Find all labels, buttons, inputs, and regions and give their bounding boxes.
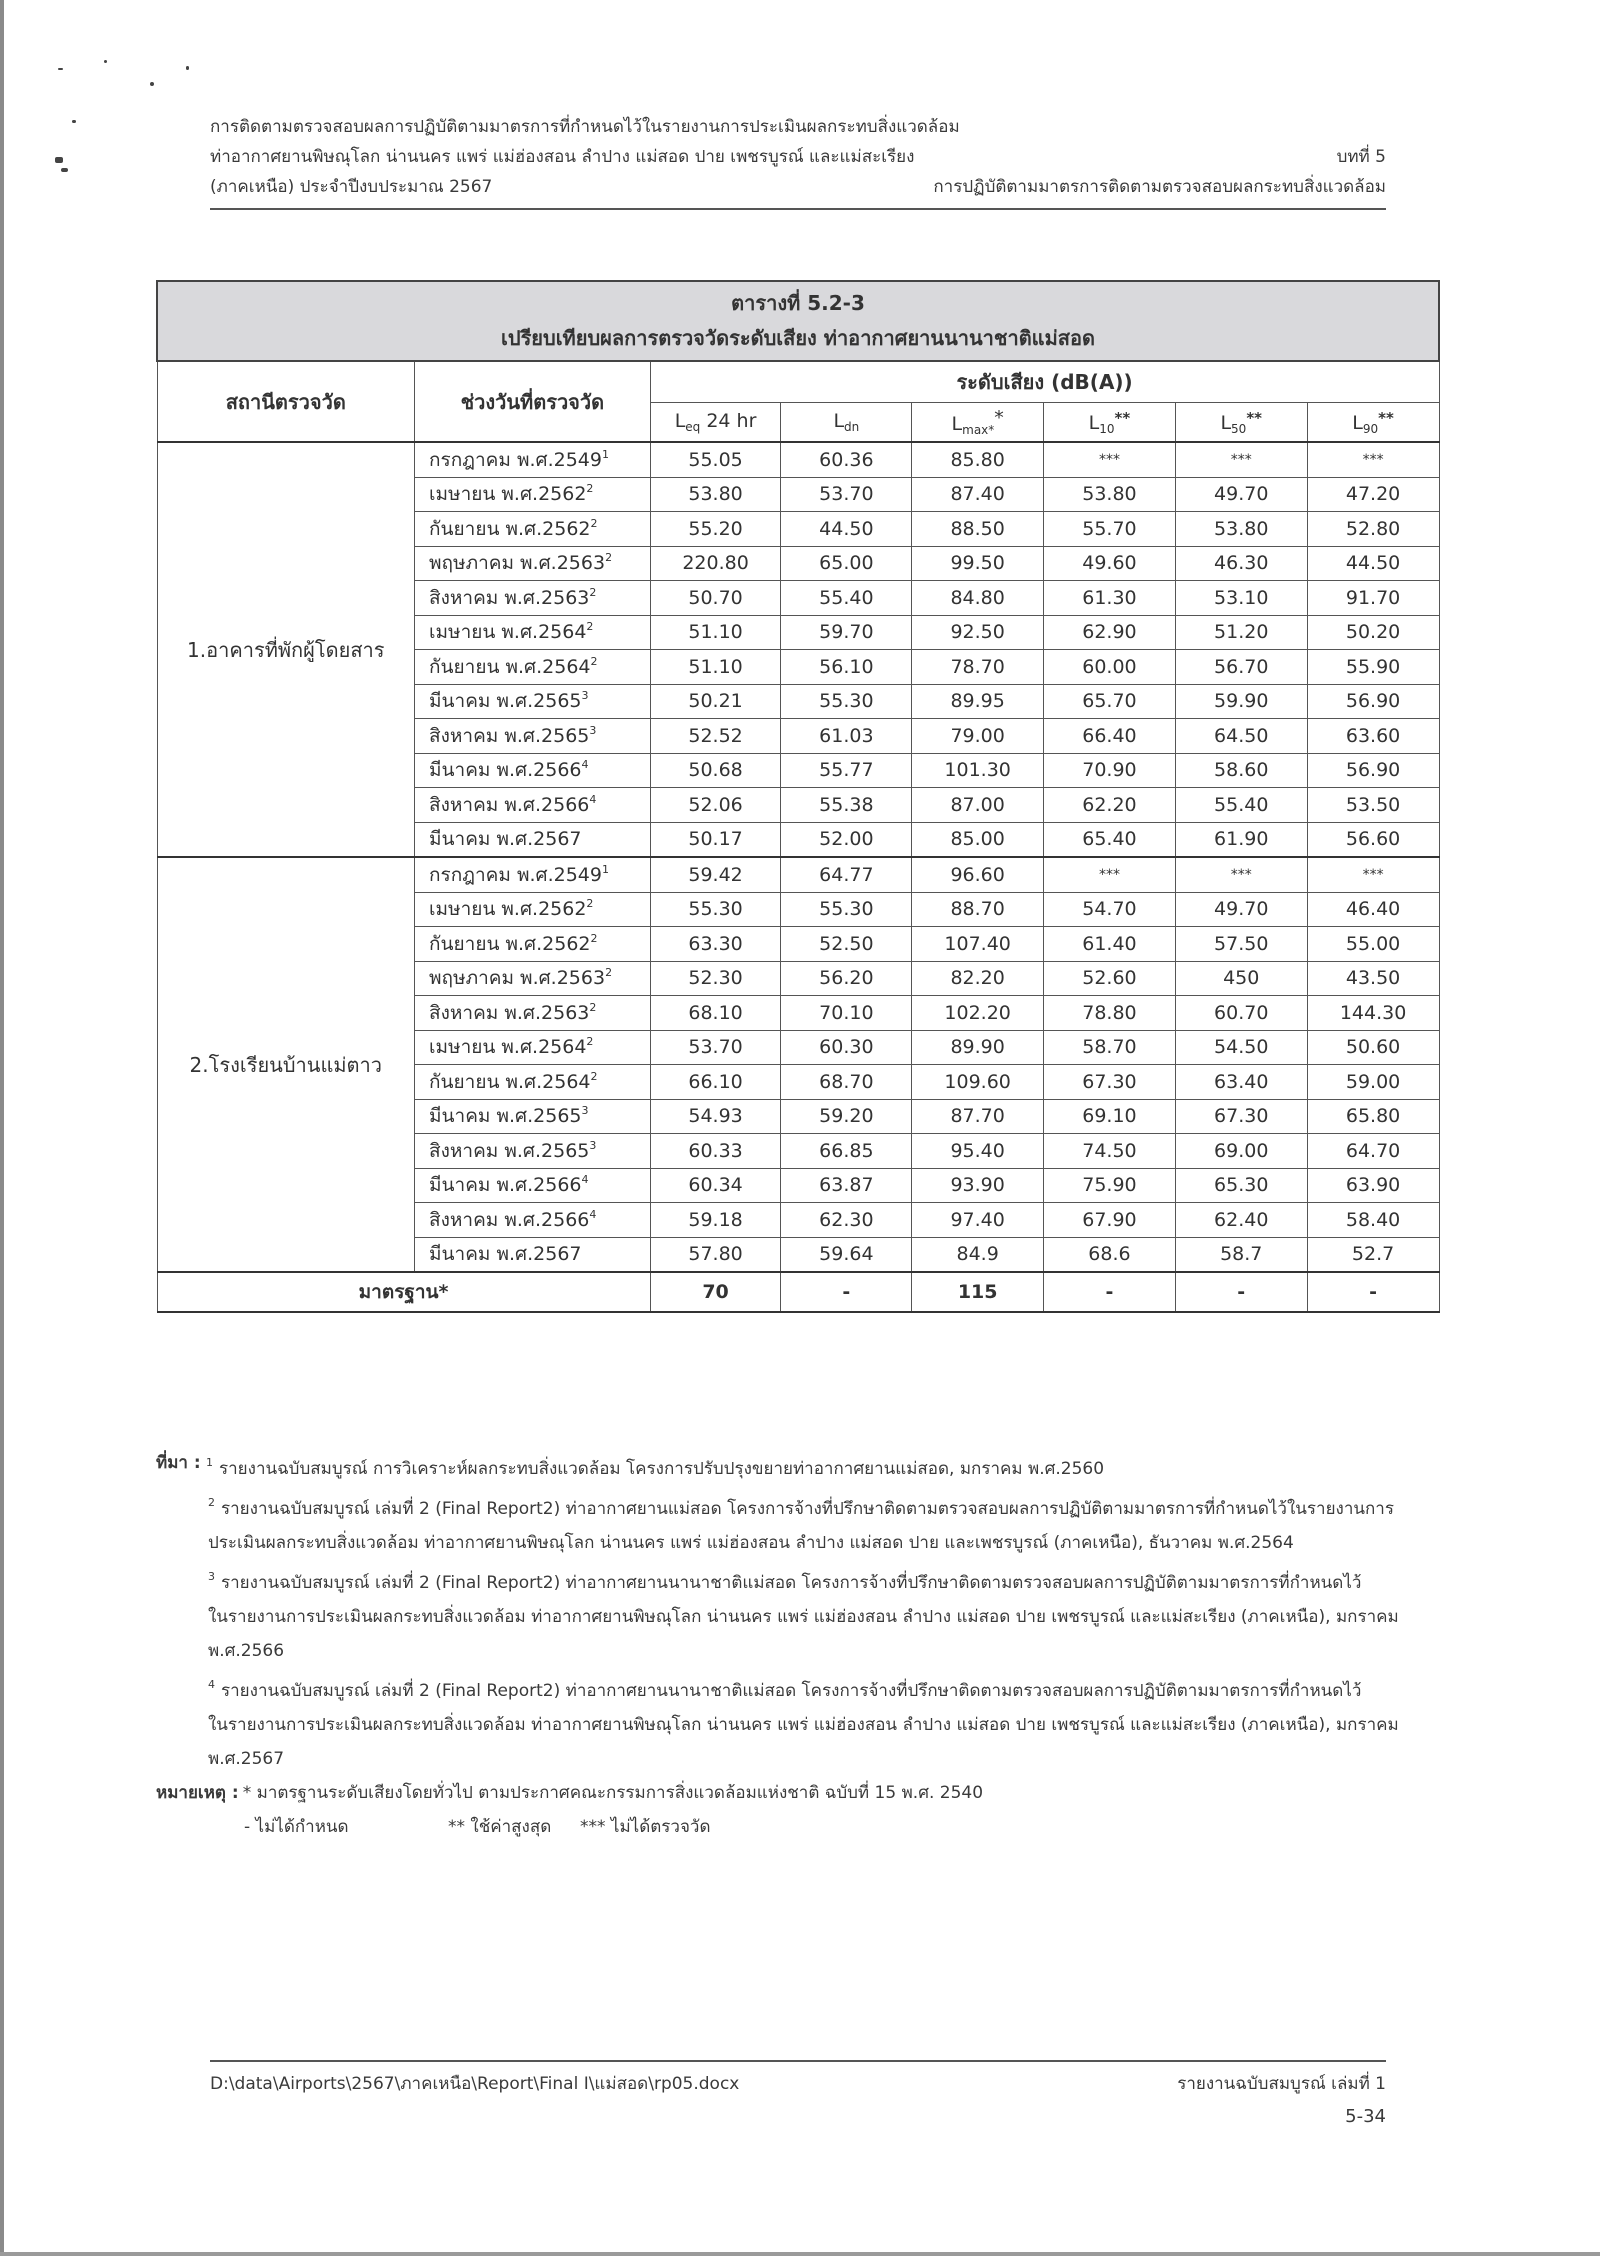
noise-value: 68.10 bbox=[650, 996, 781, 1031]
noise-value: 64.50 bbox=[1175, 719, 1307, 754]
noise-value: 78.80 bbox=[1044, 996, 1176, 1031]
noise-value: 84.80 bbox=[912, 581, 1044, 616]
noise-value: 55.40 bbox=[781, 581, 912, 616]
noise-value: 87.40 bbox=[912, 477, 1044, 512]
standard-value: 115 bbox=[912, 1272, 1044, 1312]
noise-value: 65.30 bbox=[1175, 1168, 1307, 1203]
measurement-period: สิงหาคม พ.ศ.2565$^3$ bbox=[415, 719, 651, 754]
noise-value: 55.20 bbox=[650, 512, 781, 547]
noise-value: 69.10 bbox=[1044, 1099, 1176, 1134]
noise-value: 58.70 bbox=[1044, 1030, 1176, 1065]
noise-value: 57.50 bbox=[1175, 927, 1307, 962]
measurement-period: มีนาคม พ.ศ.2565$^3$ bbox=[415, 684, 651, 719]
noise-value: 95.40 bbox=[912, 1134, 1044, 1169]
noise-value: 55.40 bbox=[1175, 788, 1307, 823]
source-line: พ.ศ.2566 bbox=[208, 1641, 285, 1661]
measurement-period: กันยายน พ.ศ.2562$^2$ bbox=[415, 927, 651, 962]
scan-speck bbox=[72, 120, 76, 123]
source-label: ที่มา : bbox=[156, 1453, 201, 1473]
noise-value: 51.10 bbox=[650, 615, 781, 650]
standard-value: - bbox=[1044, 1272, 1176, 1312]
noise-value: 75.90 bbox=[1044, 1168, 1176, 1203]
table-body bbox=[157, 442, 1439, 1272]
noise-value: 55.00 bbox=[1307, 927, 1439, 962]
noise-value: 91.70 bbox=[1307, 581, 1439, 616]
noise-value: 46.30 bbox=[1175, 546, 1307, 581]
noise-value: 55.38 bbox=[781, 788, 912, 823]
scan-edge-bottom bbox=[0, 2252, 1600, 2256]
noise-value: 52.06 bbox=[650, 788, 781, 823]
noise-value: 67.30 bbox=[1044, 1065, 1176, 1100]
noise-value: 58.7 bbox=[1175, 1237, 1307, 1272]
noise-value: 59.18 bbox=[650, 1203, 781, 1238]
noise-value: 54.50 bbox=[1175, 1030, 1307, 1065]
noise-value: 220.80 bbox=[650, 546, 781, 581]
noise-value: 53.10 bbox=[1175, 581, 1307, 616]
noise-value: 78.70 bbox=[912, 650, 1044, 685]
legend-max-value: ** ใช้ค่าสูงสุด bbox=[448, 1817, 552, 1837]
noise-value: 74.50 bbox=[1044, 1134, 1176, 1169]
noise-value: 56.90 bbox=[1307, 684, 1439, 719]
header-section: การปฏิบัติตามมาตรการติดตามตรวจสอบผลกระทบสิ่งแวดล้อม bbox=[933, 177, 1386, 197]
source-line: $^2$ รายงานฉบับสมบูรณ์ เล่มที่ 2 (Final Report2) ท่าอากาศยานแม่สอด โครงการจ้างที่ปรึกษาติดตามตรวจสอบผลการปฏิบัติตามมาตรการที่กำหนดไว้ในรายงานการ bbox=[208, 1496, 1394, 1519]
noise-value: 47.20 bbox=[1307, 477, 1439, 512]
standard-value: - bbox=[1307, 1272, 1439, 1312]
table-caption bbox=[157, 281, 1439, 361]
source-line: ในรายงานการประเมินผลกระทบสิ่งแวดล้อม ท่าอากาศยานพิษณุโลก น่านนคร แพร่ แม่ฮ่องสอน ลำปาง แม่สอด ปาย เพชรบูรณ์ และแม่สะเรียง (ภาคเหนือ), มกราคม bbox=[208, 1715, 1399, 1735]
measurement-period: กรกฎาคม พ.ศ.2549$^1$ bbox=[415, 442, 651, 477]
noise-value: 144.30 bbox=[1307, 996, 1439, 1031]
noise-value: 55.30 bbox=[650, 892, 781, 927]
noise-value: *** bbox=[1044, 857, 1176, 892]
measurement-period: สิงหาคม พ.ศ.2566$^4$ bbox=[415, 788, 651, 823]
noise-value: 54.93 bbox=[650, 1099, 781, 1134]
noise-value: 54.70 bbox=[1044, 892, 1176, 927]
header-title-line3: (ภาคเหนือ) ประจำปีงบประมาณ 2567 bbox=[210, 177, 493, 197]
noise-value: 65.80 bbox=[1307, 1099, 1439, 1134]
table-row bbox=[157, 857, 1439, 892]
noise-value: 65.70 bbox=[1044, 684, 1176, 719]
noise-value: 60.33 bbox=[650, 1134, 781, 1169]
noise-value: 99.50 bbox=[912, 546, 1044, 581]
legend-not-measured: *** ไม่ได้ตรวจวัด bbox=[580, 1817, 711, 1837]
noise-value: 55.30 bbox=[781, 892, 912, 927]
noise-value: 50.68 bbox=[650, 753, 781, 788]
header-title-line2: ท่าอากาศยานพิษณุโลก น่านนคร แพร่ แม่ฮ่องสอน ลำปาง แม่สอด ปาย เพชรบูรณ์ และแม่สะเรียง bbox=[210, 147, 915, 167]
noise-value: 97.40 bbox=[912, 1203, 1044, 1238]
noise-value: 60.70 bbox=[1175, 996, 1307, 1031]
column-header-metric: $L_{eq}$ 24 hr bbox=[650, 403, 781, 443]
noise-value: 96.60 bbox=[912, 857, 1044, 892]
noise-value: 50.60 bbox=[1307, 1030, 1439, 1065]
noise-value: 49.60 bbox=[1044, 546, 1176, 581]
source-line: $^3$ รายงานฉบับสมบูรณ์ เล่มที่ 2 (Final Report2) ท่าอากาศยานนานาชาติแม่สอด โครงการจ้างที่ปรึกษาติดตามตรวจสอบผลการปฏิบัติตามมาตรการที่กำหนดไว้ bbox=[208, 1570, 1362, 1593]
noise-value: 85.80 bbox=[912, 442, 1044, 477]
noise-value: 46.40 bbox=[1307, 892, 1439, 927]
measurement-period: เมษายน พ.ศ.2564$^2$ bbox=[415, 615, 651, 650]
column-header-noise-level: ระดับเสียง (dB(A)) bbox=[650, 361, 1439, 403]
standard-row bbox=[157, 1272, 1439, 1312]
noise-value: 61.03 bbox=[781, 719, 912, 754]
noise-value: 56.20 bbox=[781, 961, 912, 996]
column-header-metric: $L_{10}^{**}$ bbox=[1044, 403, 1176, 443]
noise-value: 87.70 bbox=[912, 1099, 1044, 1134]
page-number: 5-34 bbox=[1345, 2106, 1386, 2127]
scan-speck bbox=[58, 68, 63, 70]
header-chapter: บทที่ 5 bbox=[1336, 147, 1386, 167]
noise-value: 70.90 bbox=[1044, 753, 1176, 788]
noise-value: 56.60 bbox=[1307, 822, 1439, 857]
noise-value: 102.20 bbox=[912, 996, 1044, 1031]
header-divider bbox=[210, 208, 1386, 210]
noise-value: 52.50 bbox=[781, 927, 912, 962]
noise-comparison-table bbox=[156, 280, 1440, 1313]
noise-value: *** bbox=[1307, 857, 1439, 892]
station-name: 1.อาคารที่พักผู้โดยสาร bbox=[157, 442, 415, 857]
noise-value: 53.80 bbox=[1044, 477, 1176, 512]
remark-row bbox=[156, 1776, 1446, 1810]
column-header-metric: $L_{dn}$ bbox=[781, 403, 912, 443]
measurement-period: เมษายน พ.ศ.2562$^2$ bbox=[415, 892, 651, 927]
noise-value: 66.40 bbox=[1044, 719, 1176, 754]
measurement-period: กันยายน พ.ศ.2562$^2$ bbox=[415, 512, 651, 547]
noise-value: 56.10 bbox=[781, 650, 912, 685]
noise-value: 66.85 bbox=[781, 1134, 912, 1169]
noise-value: 55.90 bbox=[1307, 650, 1439, 685]
noise-value: 61.40 bbox=[1044, 927, 1176, 962]
page-header bbox=[210, 112, 1386, 202]
noise-value: 50.17 bbox=[650, 822, 781, 857]
noise-value: 62.30 bbox=[781, 1203, 912, 1238]
measurement-period: พฤษภาคม พ.ศ.2563$^2$ bbox=[415, 961, 651, 996]
standard-value: - bbox=[781, 1272, 912, 1312]
noise-value: *** bbox=[1175, 857, 1307, 892]
noise-value: 109.60 bbox=[912, 1065, 1044, 1100]
noise-value: 61.30 bbox=[1044, 581, 1176, 616]
noise-value: 60.36 bbox=[781, 442, 912, 477]
noise-value: 69.00 bbox=[1175, 1134, 1307, 1169]
source-line: ที่มา : $^1$ รายงานฉบับสมบูรณ์ การวิเคราะห์ผลกระทบสิ่งแวดล้อม โครงการปรับปรุงขยายท่าอากาศยานแม่สอด, มกราคม พ.ศ.2560 bbox=[156, 1446, 1446, 1486]
noise-value: 55.30 bbox=[781, 684, 912, 719]
table-title: เปรียบเทียบผลการตรวจวัดระดับเสียง ท่าอากาศยานนานาชาติแม่สอด bbox=[501, 326, 1095, 350]
noise-value: 58.40 bbox=[1307, 1203, 1439, 1238]
noise-value: 61.90 bbox=[1175, 822, 1307, 857]
noise-value: 53.50 bbox=[1307, 788, 1439, 823]
noise-value: 88.50 bbox=[912, 512, 1044, 547]
measurement-period: กรกฎาคม พ.ศ.2549$^1$ bbox=[415, 857, 651, 892]
noise-value: 84.9 bbox=[912, 1237, 1044, 1272]
remark-text: * มาตรฐานระดับเสียงโดยทั่วไป ตามประกาศคณะกรรมการสิ่งแวดล้อมแห่งชาติ ฉบับที่ 15 พ.ศ. 2540 bbox=[242, 1783, 984, 1803]
table-row bbox=[157, 442, 1439, 477]
noise-value: 59.70 bbox=[781, 615, 912, 650]
noise-value: 50.70 bbox=[650, 581, 781, 616]
measurement-period: มีนาคม พ.ศ.2565$^3$ bbox=[415, 1099, 651, 1134]
legend-not-specified: - ไม่ได้กำหนด bbox=[244, 1817, 349, 1837]
footer-divider bbox=[210, 2060, 1386, 2062]
scan-edge-left bbox=[0, 0, 4, 2256]
noise-value: 107.40 bbox=[912, 927, 1044, 962]
noise-value: 65.40 bbox=[1044, 822, 1176, 857]
measurement-period: พฤษภาคม พ.ศ.2563$^2$ bbox=[415, 546, 651, 581]
measurement-period: เมษายน พ.ศ.2562$^2$ bbox=[415, 477, 651, 512]
standard-label: มาตรฐาน* bbox=[157, 1272, 650, 1312]
noise-value: 44.50 bbox=[1307, 546, 1439, 581]
measurement-period: สิงหาคม พ.ศ.2566$^4$ bbox=[415, 1203, 651, 1238]
noise-value: 51.10 bbox=[650, 650, 781, 685]
noise-value: 53.80 bbox=[650, 477, 781, 512]
noise-value: *** bbox=[1307, 442, 1439, 477]
footer-file-path: D:\data\Airports\2567\ภาคเหนือ\Report\Final I\แม่สอด\rp05.docx bbox=[210, 2074, 740, 2094]
noise-value: 63.90 bbox=[1307, 1168, 1439, 1203]
noise-value: 55.70 bbox=[1044, 512, 1176, 547]
source-line: ในรายงานการประเมินผลกระทบสิ่งแวดล้อม ท่าอากาศยานพิษณุโลก น่านนคร แพร่ แม่ฮ่องสอน ลำปาง แม่สอด ปาย เพชรบูรณ์ และแม่สะเรียง (ภาคเหนือ), มกราคม bbox=[208, 1607, 1399, 1627]
noise-value: 63.87 bbox=[781, 1168, 912, 1203]
noise-value: 67.90 bbox=[1044, 1203, 1176, 1238]
noise-value: 63.40 bbox=[1175, 1065, 1307, 1100]
noise-value: 60.30 bbox=[781, 1030, 912, 1065]
noise-value: 64.70 bbox=[1307, 1134, 1439, 1169]
noise-value: 53.70 bbox=[781, 477, 912, 512]
noise-value: 52.60 bbox=[1044, 961, 1176, 996]
remark-label: หมายเหตุ : bbox=[156, 1783, 239, 1803]
noise-value: 51.20 bbox=[1175, 615, 1307, 650]
noise-value: 59.42 bbox=[650, 857, 781, 892]
noise-value: 101.30 bbox=[912, 753, 1044, 788]
measurement-period: กันยายน พ.ศ.2564$^2$ bbox=[415, 1065, 651, 1100]
noise-value: 49.70 bbox=[1175, 892, 1307, 927]
noise-value: 89.95 bbox=[912, 684, 1044, 719]
noise-value: 68.6 bbox=[1044, 1237, 1176, 1272]
noise-value: 56.90 bbox=[1307, 753, 1439, 788]
source-line: $^4$ รายงานฉบับสมบูรณ์ เล่มที่ 2 (Final Report2) ท่าอากาศยานนานาชาติแม่สอด โครงการจ้างที่ปรึกษาติดตามตรวจสอบผลการปฏิบัติตามมาตรการที่กำหนดไว้ bbox=[208, 1678, 1362, 1701]
noise-value: 63.60 bbox=[1307, 719, 1439, 754]
noise-value: 49.70 bbox=[1175, 477, 1307, 512]
legend-row bbox=[156, 1810, 1446, 1844]
noise-value: 52.7 bbox=[1307, 1237, 1439, 1272]
noise-value: 92.50 bbox=[912, 615, 1044, 650]
noise-value: 52.30 bbox=[650, 961, 781, 996]
noise-value: 44.50 bbox=[781, 512, 912, 547]
noise-value: 79.00 bbox=[912, 719, 1044, 754]
measurement-period: มีนาคม พ.ศ.2567 bbox=[415, 822, 651, 857]
noise-value: 64.77 bbox=[781, 857, 912, 892]
noise-value: 88.70 bbox=[912, 892, 1044, 927]
column-header-metric: $L_{max*}*$ bbox=[912, 403, 1044, 443]
source-line: ประเมินผลกระทบสิ่งแวดล้อม ท่าอากาศยานพิษณุโลก น่านนคร แพร่ แม่ฮ่องสอน ลำปาง แม่สอด ปาย และเพชรบูรณ์ (ภาคเหนือ), ธันวาคม พ.ศ.2564 bbox=[208, 1533, 1294, 1553]
noise-value: 63.30 bbox=[650, 927, 781, 962]
noise-value: 70.10 bbox=[781, 996, 912, 1031]
column-header-period: ช่วงวันที่ตรวจวัด bbox=[415, 361, 651, 442]
sources-list bbox=[156, 1446, 1446, 1776]
noise-value: 62.20 bbox=[1044, 788, 1176, 823]
noise-value: 87.00 bbox=[912, 788, 1044, 823]
noise-value: 65.00 bbox=[781, 546, 912, 581]
noise-value: 60.34 bbox=[650, 1168, 781, 1203]
noise-value: *** bbox=[1044, 442, 1176, 477]
noise-value: 59.90 bbox=[1175, 684, 1307, 719]
noise-value: 43.50 bbox=[1307, 961, 1439, 996]
noise-value: 50.21 bbox=[650, 684, 781, 719]
scan-speck bbox=[150, 82, 154, 86]
measurement-period: มีนาคม พ.ศ.2566$^4$ bbox=[415, 1168, 651, 1203]
measurement-period: มีนาคม พ.ศ.2567 bbox=[415, 1237, 651, 1272]
noise-value: 450 bbox=[1175, 961, 1307, 996]
table-notes bbox=[156, 1446, 1446, 1844]
scan-speck bbox=[186, 66, 189, 70]
column-header-metric: $L_{50}^{**}$ bbox=[1175, 403, 1307, 443]
measurement-period: สิงหาคม พ.ศ.2565$^3$ bbox=[415, 1134, 651, 1169]
noise-value: 55.77 bbox=[781, 753, 912, 788]
noise-value: 89.90 bbox=[912, 1030, 1044, 1065]
header-title-line1: การติดตามตรวจสอบผลการปฏิบัติตามมาตรการที่กำหนดไว้ในรายงานการประเมินผลกระทบสิ่งแวดล้อม bbox=[210, 117, 960, 137]
noise-value: 59.00 bbox=[1307, 1065, 1439, 1100]
column-header-station: สถานีตรวจวัด bbox=[157, 361, 415, 442]
noise-value: 62.40 bbox=[1175, 1203, 1307, 1238]
footer-report-name: รายงานฉบับสมบูรณ์ เล่มที่ 1 bbox=[1177, 2074, 1386, 2094]
noise-value: 59.20 bbox=[781, 1099, 912, 1134]
noise-value: 55.05 bbox=[650, 442, 781, 477]
measurement-period: เมษายน พ.ศ.2564$^2$ bbox=[415, 1030, 651, 1065]
measurement-period: มีนาคม พ.ศ.2566$^4$ bbox=[415, 753, 651, 788]
noise-value: 52.00 bbox=[781, 822, 912, 857]
noise-value: 57.80 bbox=[650, 1237, 781, 1272]
noise-value: 56.70 bbox=[1175, 650, 1307, 685]
scan-speck bbox=[61, 168, 68, 172]
column-header-metric: $L_{90}^{**}$ bbox=[1307, 403, 1439, 443]
noise-value: 53.70 bbox=[650, 1030, 781, 1065]
scan-speck bbox=[104, 60, 107, 63]
source-line: พ.ศ.2567 bbox=[208, 1749, 285, 1769]
table-number: ตารางที่ 5.2-3 bbox=[731, 291, 865, 315]
noise-value: 60.00 bbox=[1044, 650, 1176, 685]
noise-value: 52.80 bbox=[1307, 512, 1439, 547]
standard-value: 70 bbox=[650, 1272, 781, 1312]
noise-value: *** bbox=[1175, 442, 1307, 477]
noise-value: 58.60 bbox=[1175, 753, 1307, 788]
noise-value: 93.90 bbox=[912, 1168, 1044, 1203]
noise-value: 59.64 bbox=[781, 1237, 912, 1272]
measurement-period: สิงหาคม พ.ศ.2563$^2$ bbox=[415, 581, 651, 616]
standard-value: - bbox=[1175, 1272, 1307, 1312]
noise-value: 66.10 bbox=[650, 1065, 781, 1100]
measurement-period: กันยายน พ.ศ.2564$^2$ bbox=[415, 650, 651, 685]
noise-value: 50.20 bbox=[1307, 615, 1439, 650]
noise-value: 85.00 bbox=[912, 822, 1044, 857]
noise-value: 53.80 bbox=[1175, 512, 1307, 547]
page-footer bbox=[210, 2070, 1386, 2097]
noise-value: 67.30 bbox=[1175, 1099, 1307, 1134]
station-name: 2.โรงเรียนบ้านแม่ตาว bbox=[157, 857, 415, 1272]
noise-value: 68.70 bbox=[781, 1065, 912, 1100]
noise-value: 52.52 bbox=[650, 719, 781, 754]
noise-value: 82.20 bbox=[912, 961, 1044, 996]
measurement-period: สิงหาคม พ.ศ.2563$^2$ bbox=[415, 996, 651, 1031]
scan-speck bbox=[55, 157, 63, 163]
noise-value: 62.90 bbox=[1044, 615, 1176, 650]
